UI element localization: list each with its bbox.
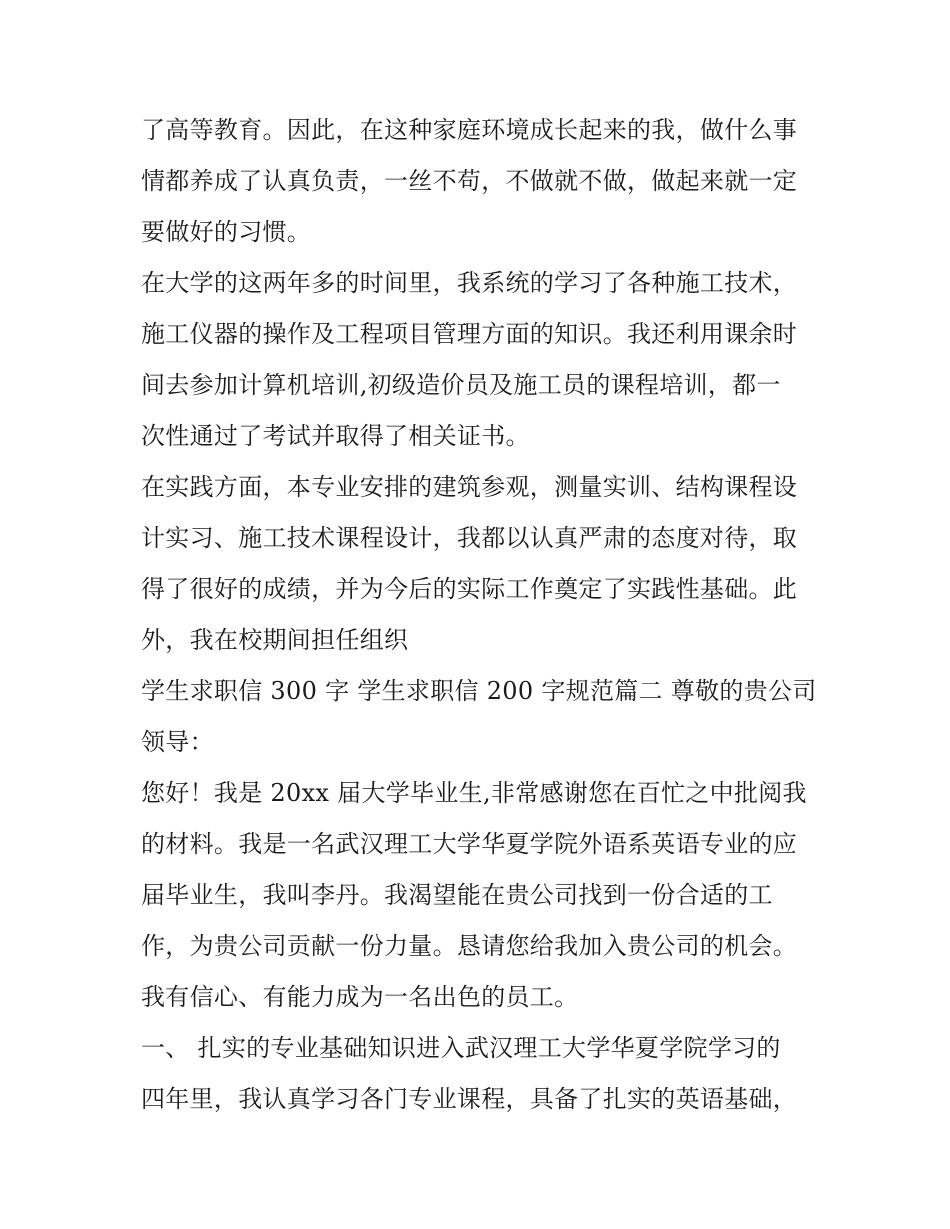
text-line: 外，我在校期间担任组织 [141, 626, 409, 654]
text-line: 了高等教育。因此，在这种家庭环境成长起来的我，做什么事 [141, 116, 798, 144]
text-line: 在实践方面，本专业安排的建筑参观，测量实训、结构课程设 [141, 473, 798, 501]
text-line: 在大学的这两年多的时间里，我系统的学习了各种施工技术， [141, 269, 798, 297]
text-line: 一、 扎实的专业基础知识进入武汉理工大学华夏学院学习的 [141, 1034, 781, 1062]
text-line: 要做好的习惯。 [141, 218, 312, 246]
text-line: 间去参加计算机培训,初级造价员及施工员的课程培训，都一 [141, 371, 781, 399]
text-line: 您好！我是 20xx 届大学毕业生,非常感谢您在百忙之中批阅我 [141, 779, 807, 807]
text-line: 计实习、施工技术课程设计，我都以认真严肃的态度对待，取 [141, 524, 798, 552]
text-line: 的材料。我是一名武汉理工大学华夏学院外语系英语专业的应 [141, 830, 798, 858]
text-line: 次性通过了考试并取得了相关证书。 [141, 422, 530, 450]
text-line: 得了很好的成绩，并为今后的实际工作奠定了实践性基础。此 [141, 575, 798, 603]
text-line: 领导： [141, 728, 214, 756]
text-line: 施工仪器的操作及工程项目管理方面的知识。我还利用课余时 [141, 320, 798, 348]
text-line: 学生求职信 300 字 学生求职信 200 字规范篇二 尊敬的贵公司 [141, 677, 817, 705]
text-line: 作，为贵公司贡献一份力量。恳请您给我加入贵公司的机会。 [141, 932, 798, 960]
text-line: 届毕业生，我叫李丹。我渴望能在贵公司找到一份合适的工 [141, 881, 773, 909]
text-line: 情都养成了认真负责，一丝不苟，不做就不做，做起来就一定 [141, 167, 798, 195]
text-line: 四年里，我认真学习各门专业课程，具备了扎实的英语基础， [141, 1085, 798, 1113]
document-body [141, 105, 821, 1125]
text-line: 我有信心、有能力成为一名出色的员工。 [141, 983, 579, 1011]
